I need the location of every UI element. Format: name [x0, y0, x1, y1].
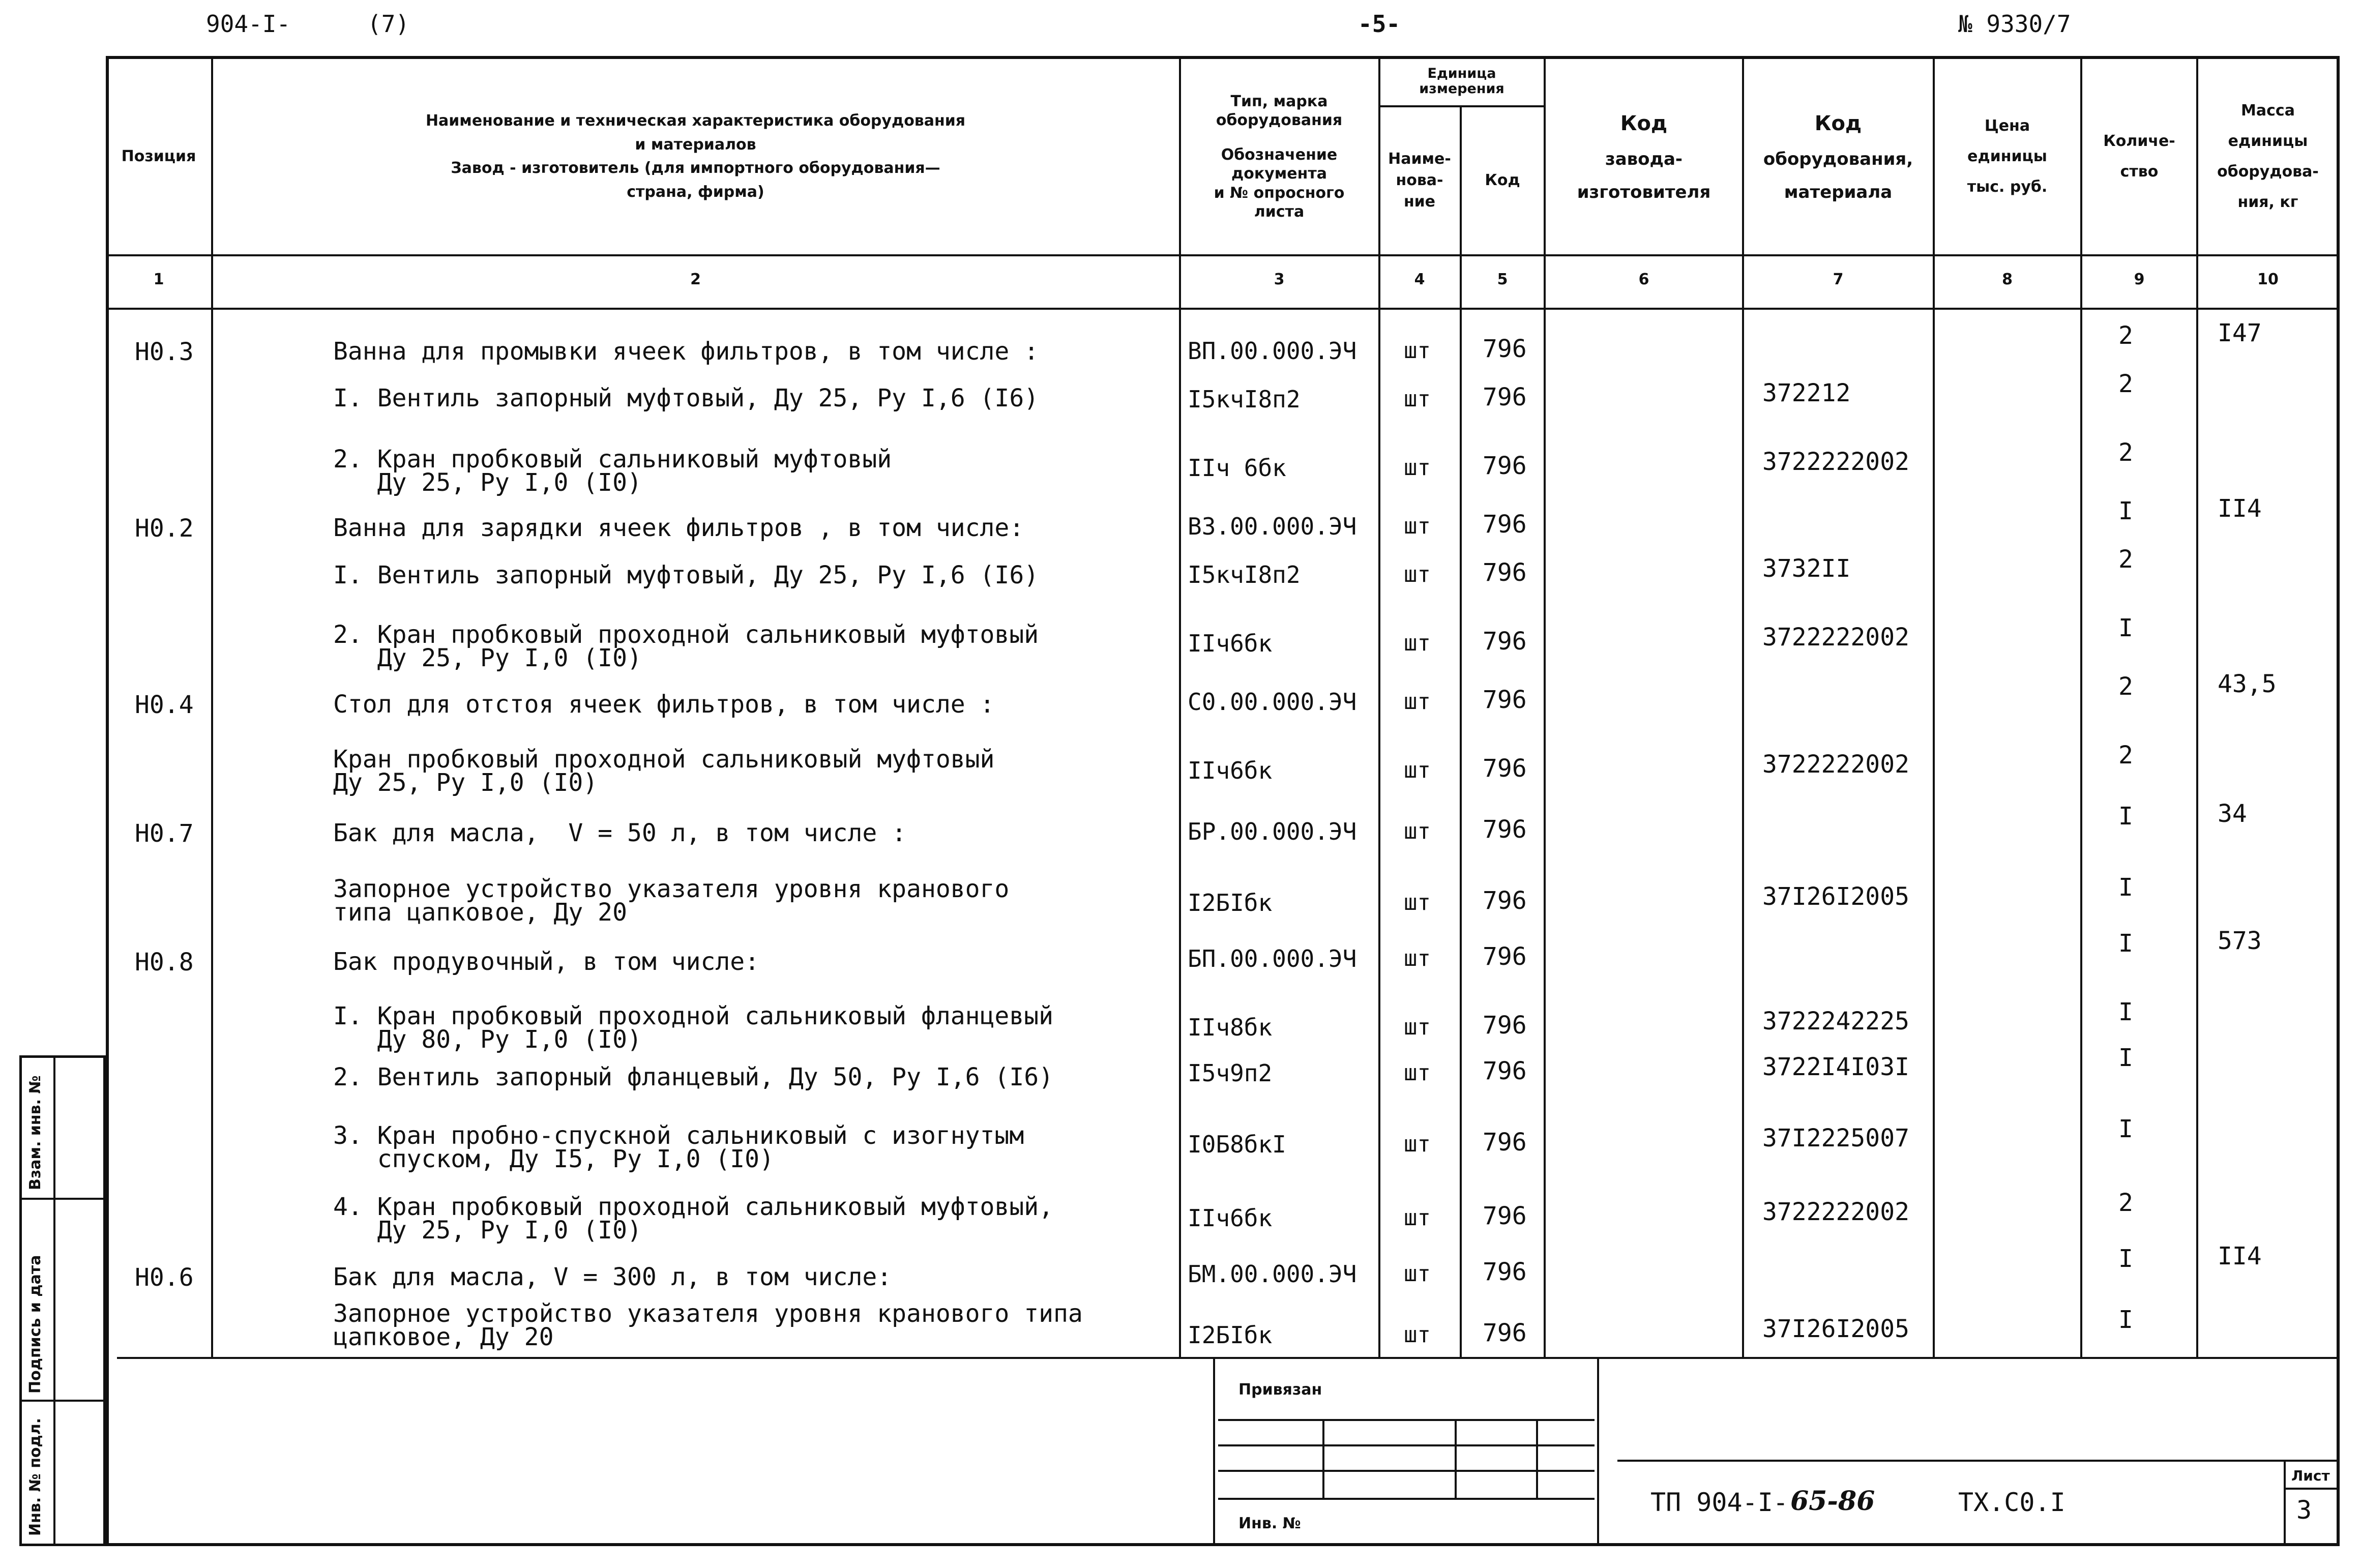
quantity: I	[2118, 873, 2133, 902]
sheet-number: 3	[2296, 1495, 2312, 1525]
document-code-prefix: ТП 904-I-	[1650, 1488, 1788, 1517]
equipment-code: 3722222002	[1762, 448, 1909, 476]
type-designation: I5ч9п2	[1188, 1059, 1273, 1087]
position-code: Н0.4	[135, 691, 194, 719]
item-name: 2. Кран пробковый сальниковый муфтовый Ду 25, Ру I,0 (I0)	[333, 445, 892, 497]
type-designation: I2БIбк	[1188, 889, 1273, 916]
quantity: I	[2118, 497, 2133, 525]
unit-mass: II4	[2218, 1242, 2262, 1270]
unit-name: шт	[1404, 945, 1431, 971]
item-name: Бак продувочный, в том числе:	[333, 948, 760, 976]
drawing-code: ТХ.С0.I	[1958, 1488, 2065, 1517]
unit-name: шт	[1404, 513, 1431, 539]
equipment-code: 3722222002	[1762, 623, 1909, 652]
column-number: 4	[1414, 271, 1425, 288]
header-position: Позиция	[121, 147, 196, 165]
header-unit-code: Код	[1485, 171, 1520, 189]
unit-code: 796	[1483, 510, 1527, 539]
unit-name: шт	[1404, 1060, 1431, 1086]
bound-label: Привязан	[1238, 1381, 1322, 1399]
series-number: 904-I-	[206, 10, 291, 38]
quantity: I	[2118, 1245, 2133, 1273]
header-name: Наименование и техническая характеристика оборудования и материалов Завод - изготовитель (для импортного оборудования— страна, фирма)	[425, 112, 966, 201]
unit-name: шт	[1404, 1261, 1431, 1287]
unit-name: шт	[1404, 630, 1431, 656]
item-name: 3. Кран пробно-спускной сальниковый с изогнутым спуском, Ду I5, Ру I,0 (I0)	[333, 1121, 1024, 1173]
unit-code: 796	[1483, 1202, 1527, 1230]
header-price: Цена единицы тыс. руб.	[1967, 117, 2048, 196]
item-name: Кран пробковый проходной сальниковый муфтовый Ду 25, Ру I,0 (I0)	[333, 745, 995, 797]
unit-code: 796	[1483, 452, 1527, 480]
item-name: Запорное устройство указателя уровня кранового типа цапковое, Ду 20	[333, 875, 1010, 927]
type-designation: БМ.00.000.ЭЧ	[1188, 1260, 1357, 1288]
header-plant-code: Код завода- изготовителя	[1577, 112, 1711, 202]
unit-code: 796	[1483, 815, 1527, 844]
column-number: 1	[153, 271, 164, 288]
unit-code: 796	[1483, 383, 1527, 411]
type-designation: БР.00.000.ЭЧ	[1188, 818, 1357, 845]
type-designation: ВЗ.00.000.ЭЧ	[1188, 513, 1357, 540]
unit-code: 796	[1483, 686, 1527, 714]
quantity: I	[2118, 802, 2133, 831]
item-name: I. Кран пробковый проходной сальниковый фланцевый Ду 80, Ру I,0 (I0)	[333, 1002, 1054, 1054]
unit-name: шт	[1404, 1014, 1431, 1040]
quantity: 2	[2118, 1189, 2133, 1217]
header-mass: Масса единицы оборудова- ния, кг	[2217, 102, 2319, 211]
page-number: -5-	[1358, 10, 1401, 38]
equipment-code: 37I26I2005	[1762, 882, 1909, 911]
unit-mass: 43,5	[2218, 670, 2277, 698]
unit-name: шт	[1404, 386, 1431, 412]
column-number: 8	[2002, 271, 2013, 288]
unit-name: шт	[1404, 890, 1431, 915]
equipment-code: 3722222002	[1762, 750, 1909, 779]
quantity: 2	[2118, 321, 2133, 350]
type-designation: БП.00.000.ЭЧ	[1188, 945, 1357, 972]
unit-code: 796	[1483, 335, 1527, 363]
inventory-label: Инв. №	[1238, 1515, 1301, 1532]
sheet-label: Лист	[2291, 1467, 2330, 1484]
unit-code: 796	[1483, 886, 1527, 915]
header-type: Тип, марка оборудования Обозначение документа и № опросного листа	[1214, 92, 1345, 221]
quantity: 2	[2118, 545, 2133, 574]
unit-mass: 573	[2218, 927, 2262, 955]
equipment-code: 372212	[1762, 379, 1851, 407]
item-name: 4. Кран пробковый проходной сальниковый муфтовый, Ду 25, Ру I,0 (I0)	[333, 1193, 1054, 1245]
side-label-replaced-inv: Взам. инв. №	[26, 1075, 44, 1190]
item-name: Ванна для зарядки ячеек фильтров , в том числе:	[333, 514, 1024, 542]
section-number: (7)	[367, 10, 410, 38]
quantity: 2	[2118, 370, 2133, 398]
unit-name: шт	[1404, 338, 1431, 364]
equipment-code: 37I26I2005	[1762, 1315, 1909, 1343]
type-designation: IIч8бк	[1188, 1014, 1273, 1041]
column-number: 2	[690, 271, 701, 288]
unit-name: шт	[1404, 1131, 1431, 1157]
unit-mass: II4	[2218, 494, 2262, 523]
type-designation: I0Б8бкI	[1188, 1131, 1286, 1158]
item-name: I. Вентиль запорный муфтовый, Ду 25, Ру I,6 (I6)	[333, 561, 1039, 589]
position-code: Н0.2	[135, 514, 194, 543]
column-number: 10	[2257, 271, 2279, 288]
item-name: I. Вентиль запорный муфтовый, Ду 25, Ру I,6 (I6)	[333, 384, 1039, 412]
header-quantity: Количе- ство	[2103, 132, 2175, 181]
equipment-code: 3732II	[1762, 554, 1851, 583]
unit-code: 796	[1483, 1319, 1527, 1347]
item-name: Бак для масла, V = 50 л, в том числе :	[333, 819, 907, 847]
type-designation: I5кчI8п2	[1188, 386, 1301, 413]
equipment-code: 3722242225	[1762, 1007, 1909, 1036]
item-name: 2. Кран пробковый проходной сальниковый муфтовый Ду 25, Ру I,0 (I0)	[333, 620, 1039, 672]
position-code: Н0.7	[135, 819, 194, 848]
unit-code: 796	[1483, 1057, 1527, 1085]
unit-code: 796	[1483, 627, 1527, 656]
item-name: Бак для масла, V = 300 л, в том числе:	[333, 1263, 892, 1291]
unit-mass: I47	[2218, 319, 2262, 347]
unit-code: 796	[1483, 1011, 1527, 1040]
item-name: Стол для отстоя ячеек фильтров, в том числе :	[333, 690, 995, 719]
item-name: Ванна для промывки ячеек фильтров, в том числе :	[333, 337, 1039, 366]
unit-name: шт	[1404, 689, 1431, 715]
unit-name: шт	[1404, 1322, 1431, 1348]
document-code-handwritten: 65-86	[1790, 1486, 1875, 1517]
unit-name: шт	[1404, 561, 1431, 587]
side-label-signature-date: Подпись и дата	[26, 1255, 44, 1394]
unit-code: 796	[1483, 942, 1527, 971]
document-number: № 9330/7	[1958, 10, 2071, 38]
quantity: I	[2118, 1044, 2133, 1072]
column-number: 9	[2134, 271, 2145, 288]
unit-code: 796	[1483, 754, 1527, 783]
item-name: 2. Вентиль запорный фланцевый, Ду 50, Ру I,6 (I6)	[333, 1063, 1054, 1091]
quantity: 2	[2118, 672, 2133, 701]
item-name: Запорное устройство указателя уровня кранового типа цапковое, Ду 20	[333, 1299, 1083, 1351]
quantity: I	[2118, 614, 2133, 642]
quantity: I	[2118, 1306, 2133, 1334]
unit-code: 796	[1483, 1258, 1527, 1286]
quantity: I	[2118, 929, 2133, 958]
type-designation: IIч6бк	[1188, 757, 1273, 784]
position-code: Н0.3	[135, 338, 194, 366]
quantity: I	[2118, 1115, 2133, 1143]
column-number: 3	[1274, 271, 1285, 288]
position-code: Н0.8	[135, 948, 194, 977]
header-unit-name: Наиме- нова- ние	[1388, 150, 1451, 211]
unit-code: 796	[1483, 558, 1527, 587]
column-number: 7	[1833, 271, 1844, 288]
equipment-code: 3722I4I03I	[1762, 1053, 1909, 1081]
header-equipment-code: Код оборудования, материала	[1763, 112, 1913, 202]
type-designation: IIч 6бк	[1188, 454, 1286, 482]
unit-mass: 34	[2218, 800, 2247, 828]
type-designation: I2БIбк	[1188, 1321, 1273, 1349]
type-designation: IIч6бк	[1188, 1204, 1273, 1232]
header-unit: Единица измерения	[1419, 66, 1504, 97]
quantity: I	[2118, 998, 2133, 1026]
position-code: Н0.6	[135, 1263, 194, 1292]
unit-name: шт	[1404, 455, 1431, 481]
equipment-code: 3722222002	[1762, 1198, 1909, 1226]
unit-name: шт	[1404, 818, 1431, 844]
quantity: 2	[2118, 438, 2133, 467]
type-designation: С0.00.000.ЭЧ	[1188, 688, 1357, 716]
type-designation: ВП.00.000.ЭЧ	[1188, 337, 1357, 365]
unit-name: шт	[1404, 757, 1431, 783]
equipment-code: 37I2225007	[1762, 1124, 1909, 1152]
side-label-orig-inv: Инв. № подл.	[26, 1417, 44, 1536]
type-designation: I5кчI8п2	[1188, 561, 1301, 588]
column-number: 5	[1497, 271, 1508, 288]
quantity: 2	[2118, 741, 2133, 770]
column-number: 6	[1638, 271, 1649, 288]
unit-code: 796	[1483, 1128, 1527, 1157]
unit-name: шт	[1404, 1205, 1431, 1231]
type-designation: IIч6бк	[1188, 630, 1273, 657]
